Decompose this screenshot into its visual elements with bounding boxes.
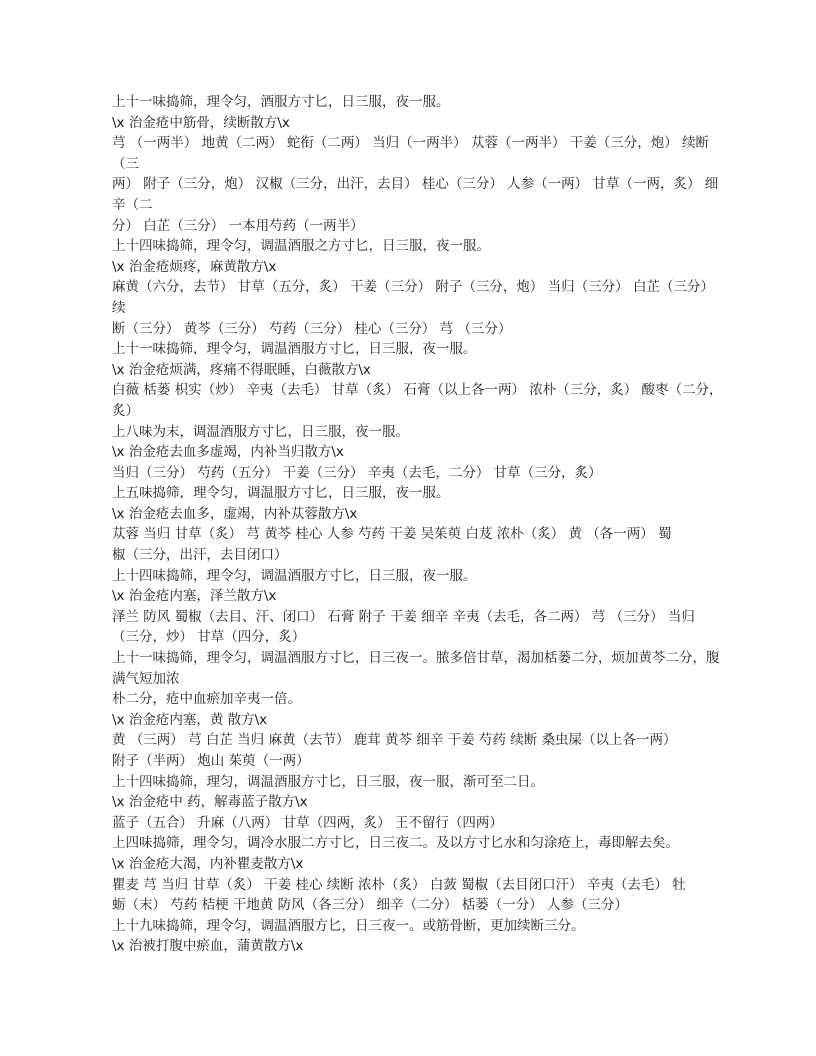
text-line: 蓝子（五合） 升麻（八两） 甘草（四两，炙） 王不留行（四两） xyxy=(112,814,503,831)
text-line: 朴二分，疮中血瘀加辛夷一倍。 xyxy=(112,691,301,708)
text-line: \x 治金疮去血多，虚竭，内补苁蓉散方\x xyxy=(112,505,358,522)
text-line: 附子（半两） 炮山 茱萸（一两） xyxy=(112,753,310,769)
text-line: 上十九味捣筛，理令匀，调温酒服方匕，日三夜一。或筋骨断，更加续断三分。 xyxy=(112,917,585,934)
text-line: 上十一味捣筛，理令匀，酒服方寸匕，日三服，夜一服。 xyxy=(112,94,450,110)
text-line: \x 治金疮中筋骨，续断散方\x xyxy=(112,114,290,131)
text-line: 上八味为末，调温酒服方寸匕，日三服，夜一服。 xyxy=(112,423,409,440)
text-line: 分） 白芷（三分） 一本用芍药（一两半） xyxy=(112,217,364,234)
text-line: 苁蓉 当归 甘草（炙） 芎 黄芩 桂心 人参 芍药 干姜 吴茱萸 白芨 浓朴（炙） 黄 （各一两） 蜀 xyxy=(112,526,672,543)
text-line: 上四味捣筛，理令匀，调冷水服二方寸匕，日三夜二。及以方寸匕水和匀涂疮上，毒即解去矣。 xyxy=(112,835,679,852)
text-line: 蛎（末） 芍药 桔梗 干地黄 防风（各三分） 细辛（二分） 栝蒌（一分） 人参（三分） xyxy=(112,897,629,914)
text-line: 上十四味捣筛，理匀，调温酒服方寸匕，日三服，夜一服，渐可至二日。 xyxy=(112,773,544,790)
text-line: 上十一味捣筛，理令匀，调温酒服方寸匕，日三夜一。脓多倍甘草，渴加栝蒌二分，烦加黄芩二分，腹满气短加浓 xyxy=(112,650,720,687)
text-line: 上十四味捣筛，理令匀，调温酒服方寸匕，日三服，夜一服。 xyxy=(112,567,477,584)
text-line: 上五味捣筛，理令匀，调温服方寸匕，日三服，夜一服。 xyxy=(112,485,450,502)
text-line: 瞿麦 芎 当归 甘草（炙） 干姜 桂心 续断 浓朴（炙） 白蔹 蜀椒（去目闭口汗） 辛夷（去毛） 牡 xyxy=(112,876,686,893)
text-line: 麻黄（六分，去节） 甘草（五分，炙） 干姜（三分） 附子（三分，炮） 当归（三分） 白芷（三分） 续 xyxy=(112,279,719,316)
text-line: \x 治金疮内塞，泽兰散方\x xyxy=(112,588,277,605)
text-line: 芎 （一两半） 地黄（二两） 蛇衔（二两） 当归（一两半） 苁蓉（一两半） 干姜（三分，炮） 续断（三 xyxy=(112,135,710,172)
text-line: 上十一味捣筛，理令匀，调温酒服方寸匕，日三服，夜一服。 xyxy=(112,341,477,358)
text-line: 泽兰 防风 蜀椒（去目、汗、闭口） 石膏 附子 干姜 细辛 辛夷（去毛，各二两） 芎 （三分） 当归 xyxy=(112,608,695,625)
text-line: 椒（三分，出汗，去目闭口） xyxy=(112,547,288,564)
text-line: \x 治金疮中 药，解毒蓝子散方\x xyxy=(112,794,308,811)
text-line: \x 治金疮内塞，黄 散方\x xyxy=(112,711,268,728)
document-text-body xyxy=(112,92,728,957)
text-line: \x 治金疮去血多虚竭，内补当归散方\x xyxy=(112,444,344,461)
text-line: \x 治被打腹中瘀血，蒲黄散方\x xyxy=(112,938,304,955)
text-line: 白薇 栝蒌 枳实（炒） 辛夷（去毛） 甘草（炙） 石膏（以上各一两） 浓朴（三分，炙） 酸枣（二分， xyxy=(112,382,723,399)
text-line: 炙） xyxy=(112,402,139,419)
text-line: \x 治金疮烦满，疼痛不得眠睡，白薇散方\x xyxy=(112,361,371,378)
text-line: 断（三分） 黄芩（三分） 芍药（三分） 桂心（三分） 芎 （三分） xyxy=(112,320,512,337)
text-line: 上十四味捣筛，理令匀，调温酒服之方寸匕，日三服，夜一服。 xyxy=(112,238,490,255)
text-line: \x 治金疮大渴，内补瞿麦散方\x xyxy=(112,855,304,872)
text-line: \x 治金疮烦疼，麻黄散方\x xyxy=(112,258,277,275)
text-line: 黄 （三两） 芎 白芷 当归 麻黄（去节） 鹿茸 黄芩 细辛 干姜 芍药 续断 桑虫屎（以上各一两） xyxy=(112,732,677,749)
text-line: （三分，炒） 甘草（四分，炙） xyxy=(112,629,306,646)
text-line: 两） 附子（三分，炮） 汉椒（三分，出汗，去目） 桂心（三分） 人参（一两） 甘草（一两，炙） 细辛（二 xyxy=(112,176,719,213)
text-line: 当归（三分） 芍药（五分） 干姜（三分） 辛夷（去毛，二分） 甘草（三分，炙） xyxy=(112,464,602,481)
